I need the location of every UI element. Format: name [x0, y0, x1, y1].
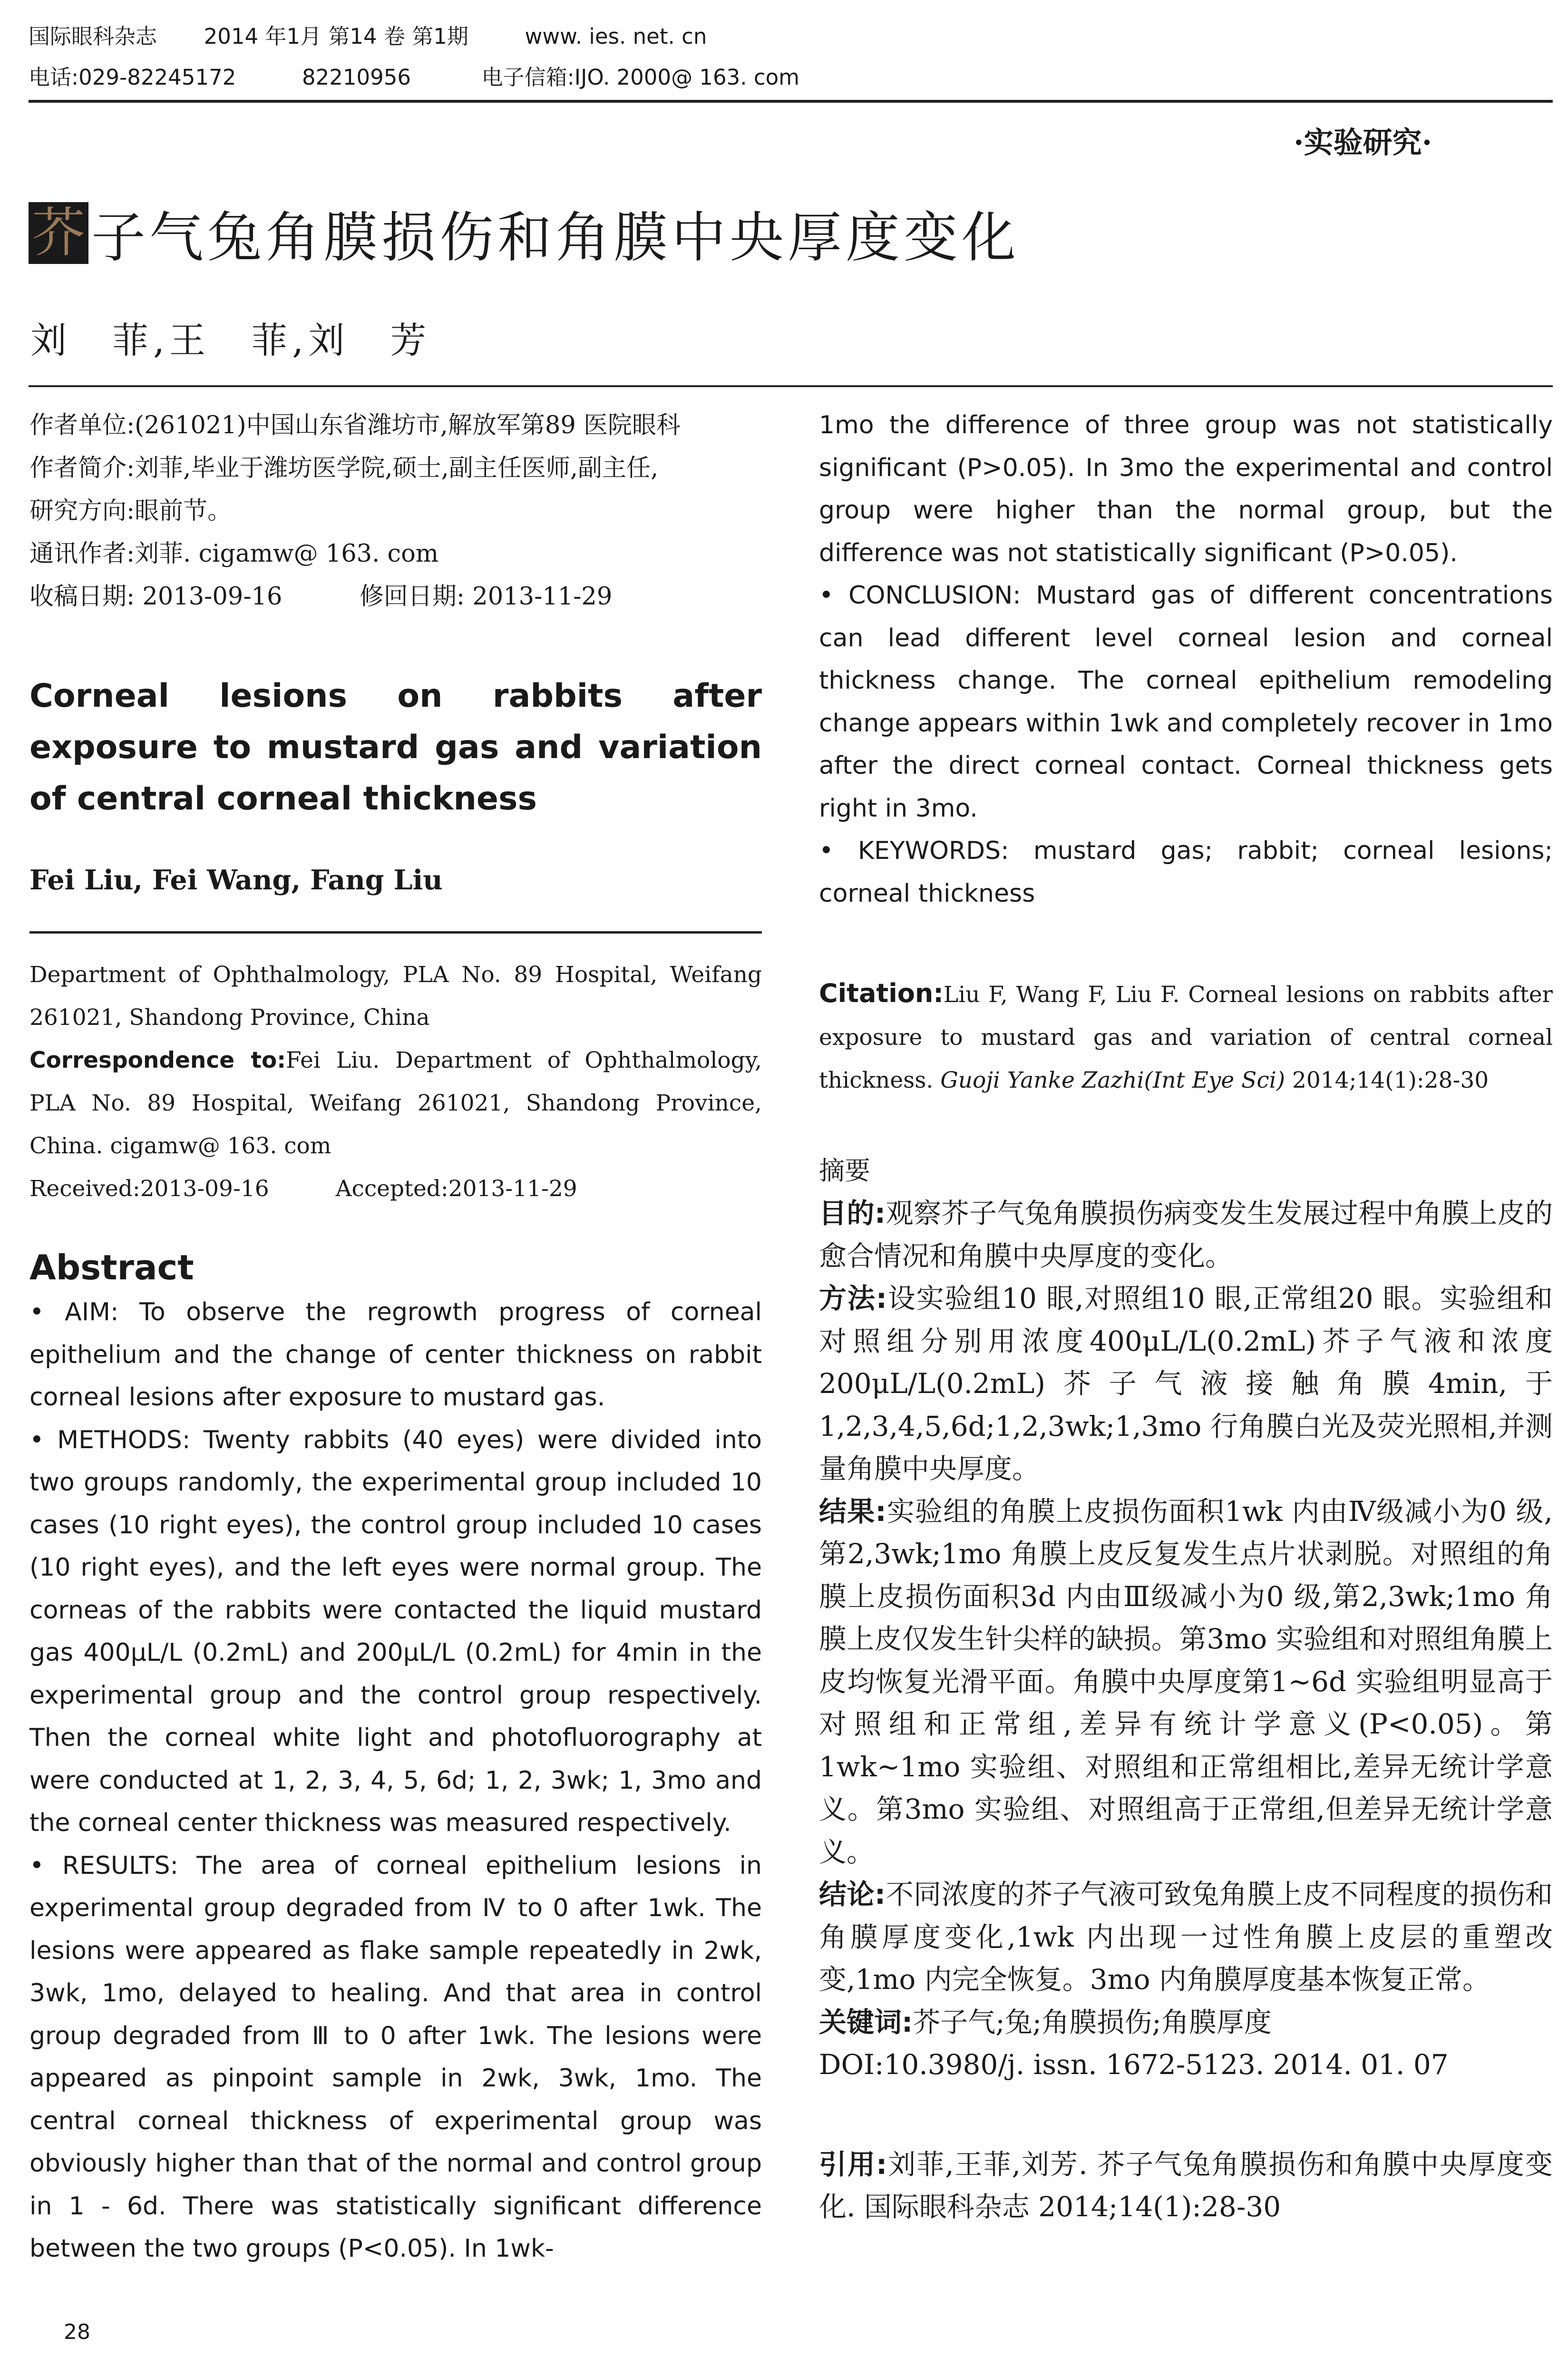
zh-aim-text: 观察芥子气兔角膜损伤病变发生发展过程中角膜上皮的愈合情况和角膜中央厚度的变化。 [819, 1197, 1553, 1272]
zh-doi: DOI:10.3980/j. issn. 1672-5123. 2014. 01. 07 [819, 2048, 1449, 2081]
zh-results-text: 实验组的角膜上皮损伤面积1wk 内由Ⅳ级减小为0 级,第2,3wk;1mo 角膜上皮反复发生点片状剥脱。对照组的角膜上皮损伤面积3d 内由Ⅲ级减小为0 级,第2,3wk;1mo 角膜上皮仅发生针尖样的缺损。第3mo 实验组和对照组角膜上皮均恢复光滑平面。角膜中央厚度第1~6d 实验组明显高于对照组和正常组,差异有统计学意义(P<0.05)。第1wk~1mo 实验组、对照组和正常组相比,差异无统计学意义。第3mo 实验组、对照组高于正常组,但差异无统计学意义。 [819, 1495, 1553, 1868]
zh-conclusion-text: 不同浓度的芥子气液可致兔角膜上皮不同程度的损伤和角膜厚度变化,1wk 内出现一过性角膜上皮层的重塑改变,1mo 内完全恢复。3mo 内角膜厚度基本恢复正常。 [819, 1878, 1553, 1996]
accepted-date-en: Accepted:2013-11-29 [335, 1176, 577, 1202]
meta-cn [29, 404, 762, 618]
conclusion-label: • CONCLUSION: [819, 581, 1021, 610]
correspondence-en [29, 1039, 762, 1168]
zh-conclusion [819, 1873, 1553, 2001]
abstract-body-en [29, 1291, 762, 2270]
page-number: 28 [64, 2320, 90, 2344]
journal-email: 电子信箱:IJO. 2000@ 163. com [481, 65, 799, 90]
zh-aim [819, 1192, 1553, 1277]
citation-label: Citation: [819, 978, 944, 1008]
abstract-keywords [819, 830, 1553, 915]
authors-en: Fei Liu, Fei Wang, Fang Liu [29, 864, 443, 896]
journal-website: www. ies. net. cn [525, 24, 707, 49]
journal-name: 国际眼科杂志 [29, 24, 157, 49]
received-date-en: Received:2013-09-16 [29, 1176, 269, 1202]
zh-citation [819, 2143, 1553, 2229]
authors-rule [29, 385, 1553, 387]
zh-citation-label: 引用: [819, 2148, 887, 2181]
zh-conclusion-label: 结论: [819, 1878, 886, 1910]
abstract-conclusion [819, 575, 1553, 830]
journal-phone: 电话:029-82245172 [29, 65, 236, 90]
title-text: 子气兔角膜损伤和角膜中央厚度变化 [91, 206, 1020, 269]
right-column [819, 404, 1553, 2229]
abstract-body-en-cont [819, 404, 1553, 915]
zh-keywords-text: 芥子气;兔;角膜损伤;角膜厚度 [913, 2006, 1272, 2038]
left-column [29, 404, 762, 2270]
results-label: • RESULTS: [29, 1851, 179, 1880]
header-rule [29, 100, 1553, 103]
citation-journal: Guoji Yanke Zazhi(Int Eye Sci) [940, 1067, 1286, 1093]
citation-en [819, 972, 1553, 1102]
aim-label: • AIM: [29, 1298, 119, 1326]
results-continued: 1mo the difference of three group was not statistically significant (P>0.05). In 3mo the experimental and control group were higher than the normal group, but the difference was not statistically significant (P>0.05). [819, 411, 1553, 567]
results-text: The area of corneal epithelium lesions in experimental group degraded from Ⅳ to 0 after 1wk. The lesions were appeared as flake sample repeatedly in 2wk, 3wk, 1mo, delayed to healing. And that area in control group degraded from Ⅲ to 0 after 1wk. The lesions were appeared as pinpoint sample in 2wk, 3wk, 1mo. The central corneal thickness of experimental group was obviously higher than that of the normal and control group in 1 - 6d. There was statistically significant difference between the two groups (P<0.05). In 1wk- [29, 1851, 762, 2263]
zh-abstract-heading: 摘要 [819, 1156, 870, 1186]
meta-dates-cn [29, 575, 762, 618]
abstract-heading: Abstract [29, 1247, 194, 1287]
received-date-cn: 收稿日期: 2013-09-16 [29, 583, 282, 611]
zh-aim-label: 目的: [819, 1197, 886, 1229]
correspondence-text: Fei Liu. Department of Ophthalmology, PLA No. 89 Hospital, Weifang 261021, Shandong Province, China. cigamw@ 163. com [29, 1047, 762, 1159]
citation-text: Liu F, Wang F, Liu F. Corneal lesions on rabbits after exposure to mustard gas and variation of central corneal thickness. [819, 982, 1553, 1093]
correspondence-label: Correspondence to: [29, 1047, 286, 1073]
en-authors-rule [29, 931, 762, 934]
journal-header-line2 [29, 63, 799, 92]
methods-text: Twenty rabbits (40 eyes) were divided into two groups randomly, the experimental group included 10 cases (10 right eyes), the control group included 10 cases (10 right eyes), and the left eyes were normal group. The corneas of the rabbits were contacted the liquid mustard gas 400μL/L (0.2mL) and 200μL/L (0.2mL) for 4min in the experimental group and the control group respectively. Then the corneal white light and photofluorography at were conducted at 1, 2, 3, 4, 5, 6d; 1, 2, 3wk; 1, 3mo and the corneal center thickness was measured respectively. [29, 1425, 762, 1837]
issue-info: 2014 年1月 第14 卷 第1期 [204, 24, 468, 49]
revised-date-cn: 修回日期: 2013-11-29 [359, 583, 613, 611]
aim-text: To observe the regrowth progress of corneal epithelium and the change of center thickness on rabbit corneal lesions after exposure to mustard gas. [29, 1298, 762, 1412]
zh-methods-text: 设实验组10 眼,对照组10 眼,正常组20 眼。实验组和对照组分别用浓度400μL/L(0.2mL)芥子气液和浓度200μL/L(0.2mL)芥子气液接触角膜4min,于1,2,3,4,5,6d;1,2,3wk;1,3mo 行角膜白光及荧光照相,并测量角膜中央厚度。 [819, 1282, 1553, 1485]
zh-keywords [819, 2001, 1553, 2044]
meta-affiliation-cn: 作者单位:(261021)中国山东省潍坊市,解放军第89 医院眼科 [29, 411, 681, 439]
meta-research-cn: 研究方向:眼前节。 [29, 497, 232, 525]
conclusion-text: Mustard gas of different concentrations can lead different level corneal lesion and corneal thickness change. The corneal epithelium remodeling change appears within 1wk and completely recover in 1mo after the direct corneal contact. Corneal thickness gets right in 3mo. [819, 581, 1553, 823]
meta-en [29, 954, 762, 1210]
zh-methods-label: 方法: [819, 1282, 887, 1315]
abstract-results [29, 1845, 762, 2270]
meta-corresponding-cn: 通讯作者:刘菲. cigamw@ 163. com [29, 540, 439, 568]
zh-results [819, 1490, 1553, 1874]
methods-label: • METHODS: [29, 1425, 191, 1454]
affiliation-en: Department of Ophthalmology, PLA No. 89 Hospital, Weifang 261021, Shandong Province, China [29, 962, 762, 1031]
meta-bio-cn: 作者简介:刘菲,毕业于潍坊医学院,硕士,副主任医师,副主任, [29, 454, 659, 482]
zh-results-label: 结果: [819, 1495, 886, 1528]
zh-keywords-label: 关键词: [819, 2006, 913, 2038]
zh-methods [819, 1277, 1553, 1490]
title-first-char: 芥 [29, 202, 88, 264]
abstract-methods [29, 1419, 762, 1845]
authors-cn: 刘 菲,王 菲,刘 芳 [30, 319, 431, 361]
title-en: Corneal lesions on rabbits after exposure to mustard gas and variation of central corneal thickness [29, 677, 762, 818]
keywords-text: mustard gas; rabbit; corneal lesions; corneal thickness [819, 837, 1553, 908]
citation-tail: 2014;14(1):28-30 [1292, 1067, 1489, 1093]
journal-phone-2: 82210956 [302, 65, 411, 90]
abstract-body-cn [819, 1192, 1553, 2086]
section-label: ·实验研究· [1294, 125, 1432, 160]
keywords-label: • KEYWORDS: [819, 837, 1009, 865]
abstract-aim [29, 1291, 762, 1419]
journal-header-line1 [29, 22, 707, 51]
dates-en [29, 1168, 762, 1210]
article-title [29, 200, 1020, 269]
zh-citation-text: 刘菲,王菲,刘芳. 芥子气兔角膜损伤和角膜中央厚度变化. 国际眼科杂志 2014;14(1):28-30 [819, 2148, 1553, 2223]
